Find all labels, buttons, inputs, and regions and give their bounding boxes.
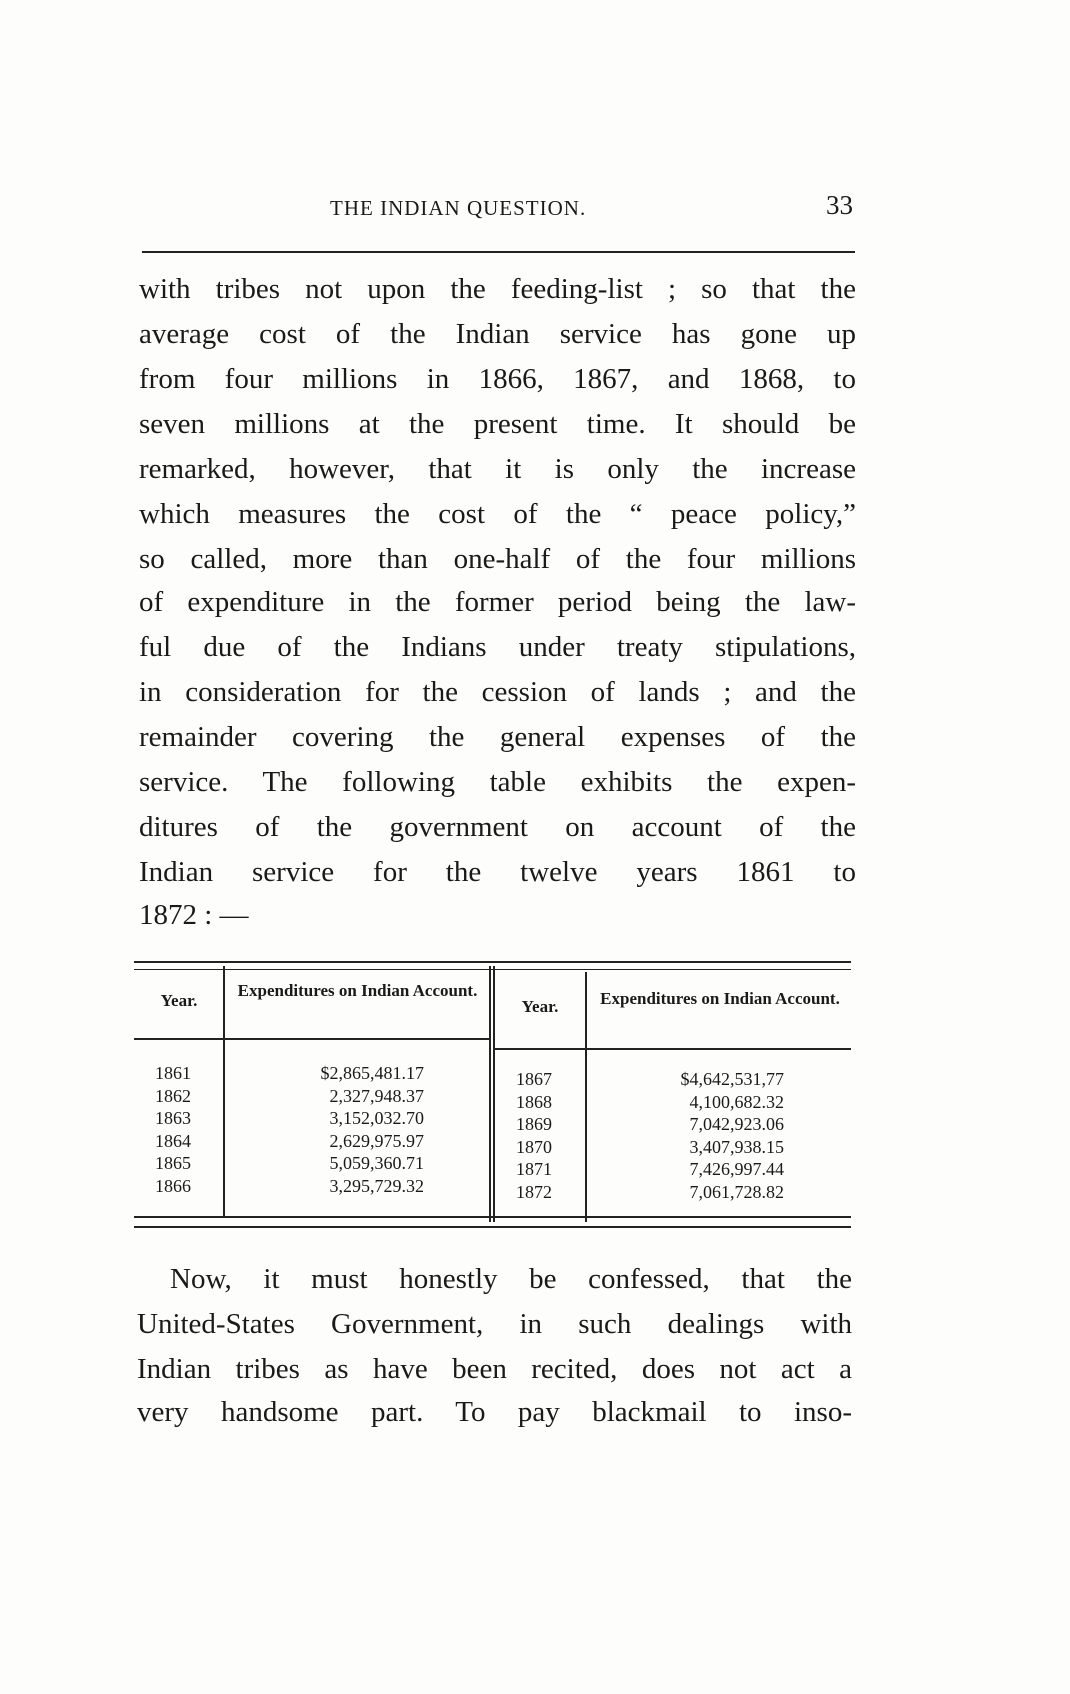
text-line: in consideration for the cession of lands ; and the — [139, 676, 856, 708]
amount-cell: 2,327,948.37 — [329, 1085, 424, 1106]
amount-cell: 3,152,032.70 — [329, 1108, 424, 1128]
year-cell: 1870 — [516, 1136, 552, 1157]
text-line: service. The following table exhibits the expen- — [139, 766, 856, 798]
year-cell: 1861 — [155, 1063, 191, 1083]
text-line: ful due of the Indians under treaty stipulations, — [139, 631, 856, 663]
table-divider — [223, 966, 225, 1216]
amount-cell: 4,100,682.32 — [689, 1091, 784, 1112]
year-header: Year. — [160, 991, 198, 1010]
amount-cell: 5,059,360.71 — [329, 1153, 424, 1173]
year-cell: 1864 — [155, 1130, 191, 1151]
year-cell: 1872 — [516, 1181, 552, 1202]
table-header-rule — [134, 1038, 489, 1040]
year-cell: 1865 — [155, 1153, 191, 1173]
year-cell: 1867 — [516, 1069, 552, 1089]
header-rule — [142, 251, 855, 253]
text-line: remainder covering the general expenses of the — [139, 721, 856, 753]
year-cell: 1869 — [516, 1114, 552, 1134]
amount-cell: 3,407,938.15 — [689, 1136, 784, 1157]
amount-column — [630, 1068, 784, 1203]
text-line: of expenditure in the former period being the law- — [139, 586, 856, 618]
amount-cell: 7,061,728.82 — [689, 1181, 784, 1202]
text-line: remarked, however, that it is only the increase — [139, 453, 856, 485]
expenditure-header: Expenditures on Indian Account. — [237, 981, 478, 1000]
text-line: 1872 : — — [139, 899, 249, 931]
table-rule — [134, 1216, 851, 1218]
table-divider — [489, 966, 491, 1222]
text-line: from four millions in 1866, 1867, and 1868, to — [139, 363, 856, 395]
amount-cell: $2,865,481.17 — [320, 1063, 424, 1083]
running-title: THE INDIAN QUESTION. — [330, 196, 587, 220]
text-line: Indian tribes as have been recited, does not act a — [137, 1353, 852, 1385]
text-line: Indian service for the twelve years 1861 to — [139, 856, 856, 888]
text-line: seven millions at the present time. It should be — [139, 408, 856, 440]
year-cell: 1866 — [155, 1175, 191, 1196]
year-cell: 1862 — [155, 1085, 191, 1106]
year-cell: 1868 — [516, 1091, 552, 1112]
amount-column — [260, 1062, 424, 1197]
amount-cell: 7,042,923.06 — [689, 1114, 784, 1134]
amount-cell: 3,295,729.32 — [329, 1175, 424, 1196]
text-line: very handsome part. To pay blackmail to inso- — [137, 1396, 852, 1428]
amount-cell: 2,629,975.97 — [329, 1130, 424, 1151]
table-header-rule — [494, 1048, 851, 1050]
text-line: with tribes not upon the feeding-list ; so that the — [139, 273, 856, 305]
year-column — [516, 1068, 552, 1203]
text-line: ditures of the government on account of the — [139, 811, 856, 843]
table-rule — [134, 961, 851, 963]
text-line: so called, more than one-half of the four millions — [139, 543, 856, 575]
year-cell: 1871 — [516, 1159, 552, 1179]
year-cell: 1863 — [155, 1108, 191, 1128]
year-column — [155, 1062, 191, 1197]
table-divider — [585, 972, 587, 1222]
text-line: Now, it must honestly be confessed, that the — [170, 1263, 852, 1295]
table-rule — [134, 1226, 851, 1228]
amount-cell: 7,426,997.44 — [689, 1159, 784, 1179]
page-number: 33 — [826, 190, 853, 220]
text-line: which measures the cost of the “ peace policy,” — [139, 498, 856, 530]
amount-cell: $4,642,531,77 — [680, 1069, 784, 1089]
text-line: United-States Government, in such dealings with — [137, 1308, 852, 1340]
year-header: Year. — [521, 997, 559, 1016]
expenditure-header: Expenditures on Indian Account. — [600, 989, 840, 1008]
text-line: average cost of the Indian service has gone up — [139, 318, 856, 350]
